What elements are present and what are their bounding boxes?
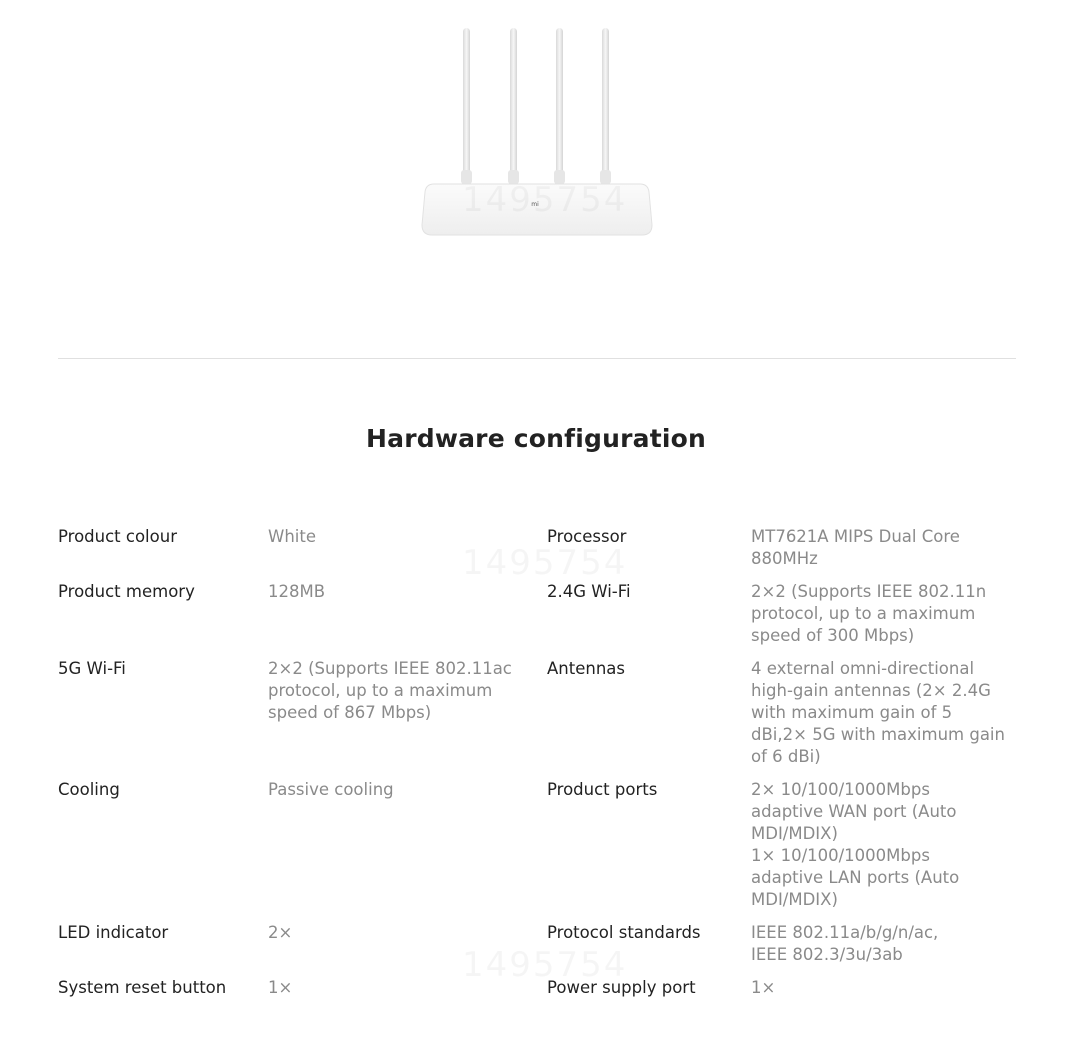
spec-label: Antennas [547, 659, 625, 678]
router-product-image [410, 20, 670, 250]
watermark [462, 543, 627, 583]
spec-value: 1× [268, 978, 293, 997]
spec-label: Product colour [58, 527, 177, 546]
spec-value: 2×2 (Supports IEEE 802.11n protocol, up to a maximum speed of 300 Mbps) [751, 582, 987, 645]
spec-value: 2× [268, 923, 293, 942]
antenna-3 [556, 28, 563, 186]
antenna-4 [602, 28, 609, 186]
spec-value: 128MB [268, 582, 326, 601]
spec-label: 5G Wi-Fi [58, 659, 126, 678]
spec-value: 1× [751, 978, 776, 997]
spec-value: IEEE 802.11a/b/g/n/ac, IEEE 802.3/3u/3ab [751, 923, 939, 964]
section-divider [58, 358, 1016, 359]
antenna-2 [510, 28, 517, 186]
spec-value: Passive cooling [268, 780, 394, 799]
spec-label: Product ports [547, 780, 658, 799]
spec-value: MT7621A MIPS Dual Core 880MHz [751, 527, 960, 568]
spec-label: Protocol standards [547, 923, 701, 942]
antenna-1 [463, 28, 470, 186]
spec-value: 4 external omni-directional high-gain antennas (2× 2.4G with maximum gain of 5 dBi,2× 5G with maximum gain of 6 dBi) [751, 659, 1005, 766]
antennas [461, 28, 611, 186]
spec-label: LED indicator [58, 923, 169, 942]
router-logo: mi [531, 201, 539, 208]
router-body [422, 184, 652, 235]
spec-value: 2× 10/100/1000Mbps adaptive WAN port (Auto MDI/MDIX) 1× 10/100/1000Mbps adaptive LAN ports (Auto MDI/MDIX) [751, 780, 960, 909]
spec-label: 2.4G Wi-Fi [547, 582, 631, 601]
spec-value: White [268, 527, 316, 546]
spec-value: 2×2 (Supports IEEE 802.11ac protocol, up to a maximum speed of 867 Mbps) [268, 659, 512, 722]
section-title: Hardware configuration [366, 424, 706, 453]
spec-label: Power supply port [547, 978, 696, 997]
router-illustration [410, 20, 670, 250]
spec-label: Cooling [58, 780, 120, 799]
spec-label: Processor [547, 527, 627, 546]
spec-label: Product memory [58, 582, 195, 601]
spec-label: System reset button [58, 978, 227, 997]
